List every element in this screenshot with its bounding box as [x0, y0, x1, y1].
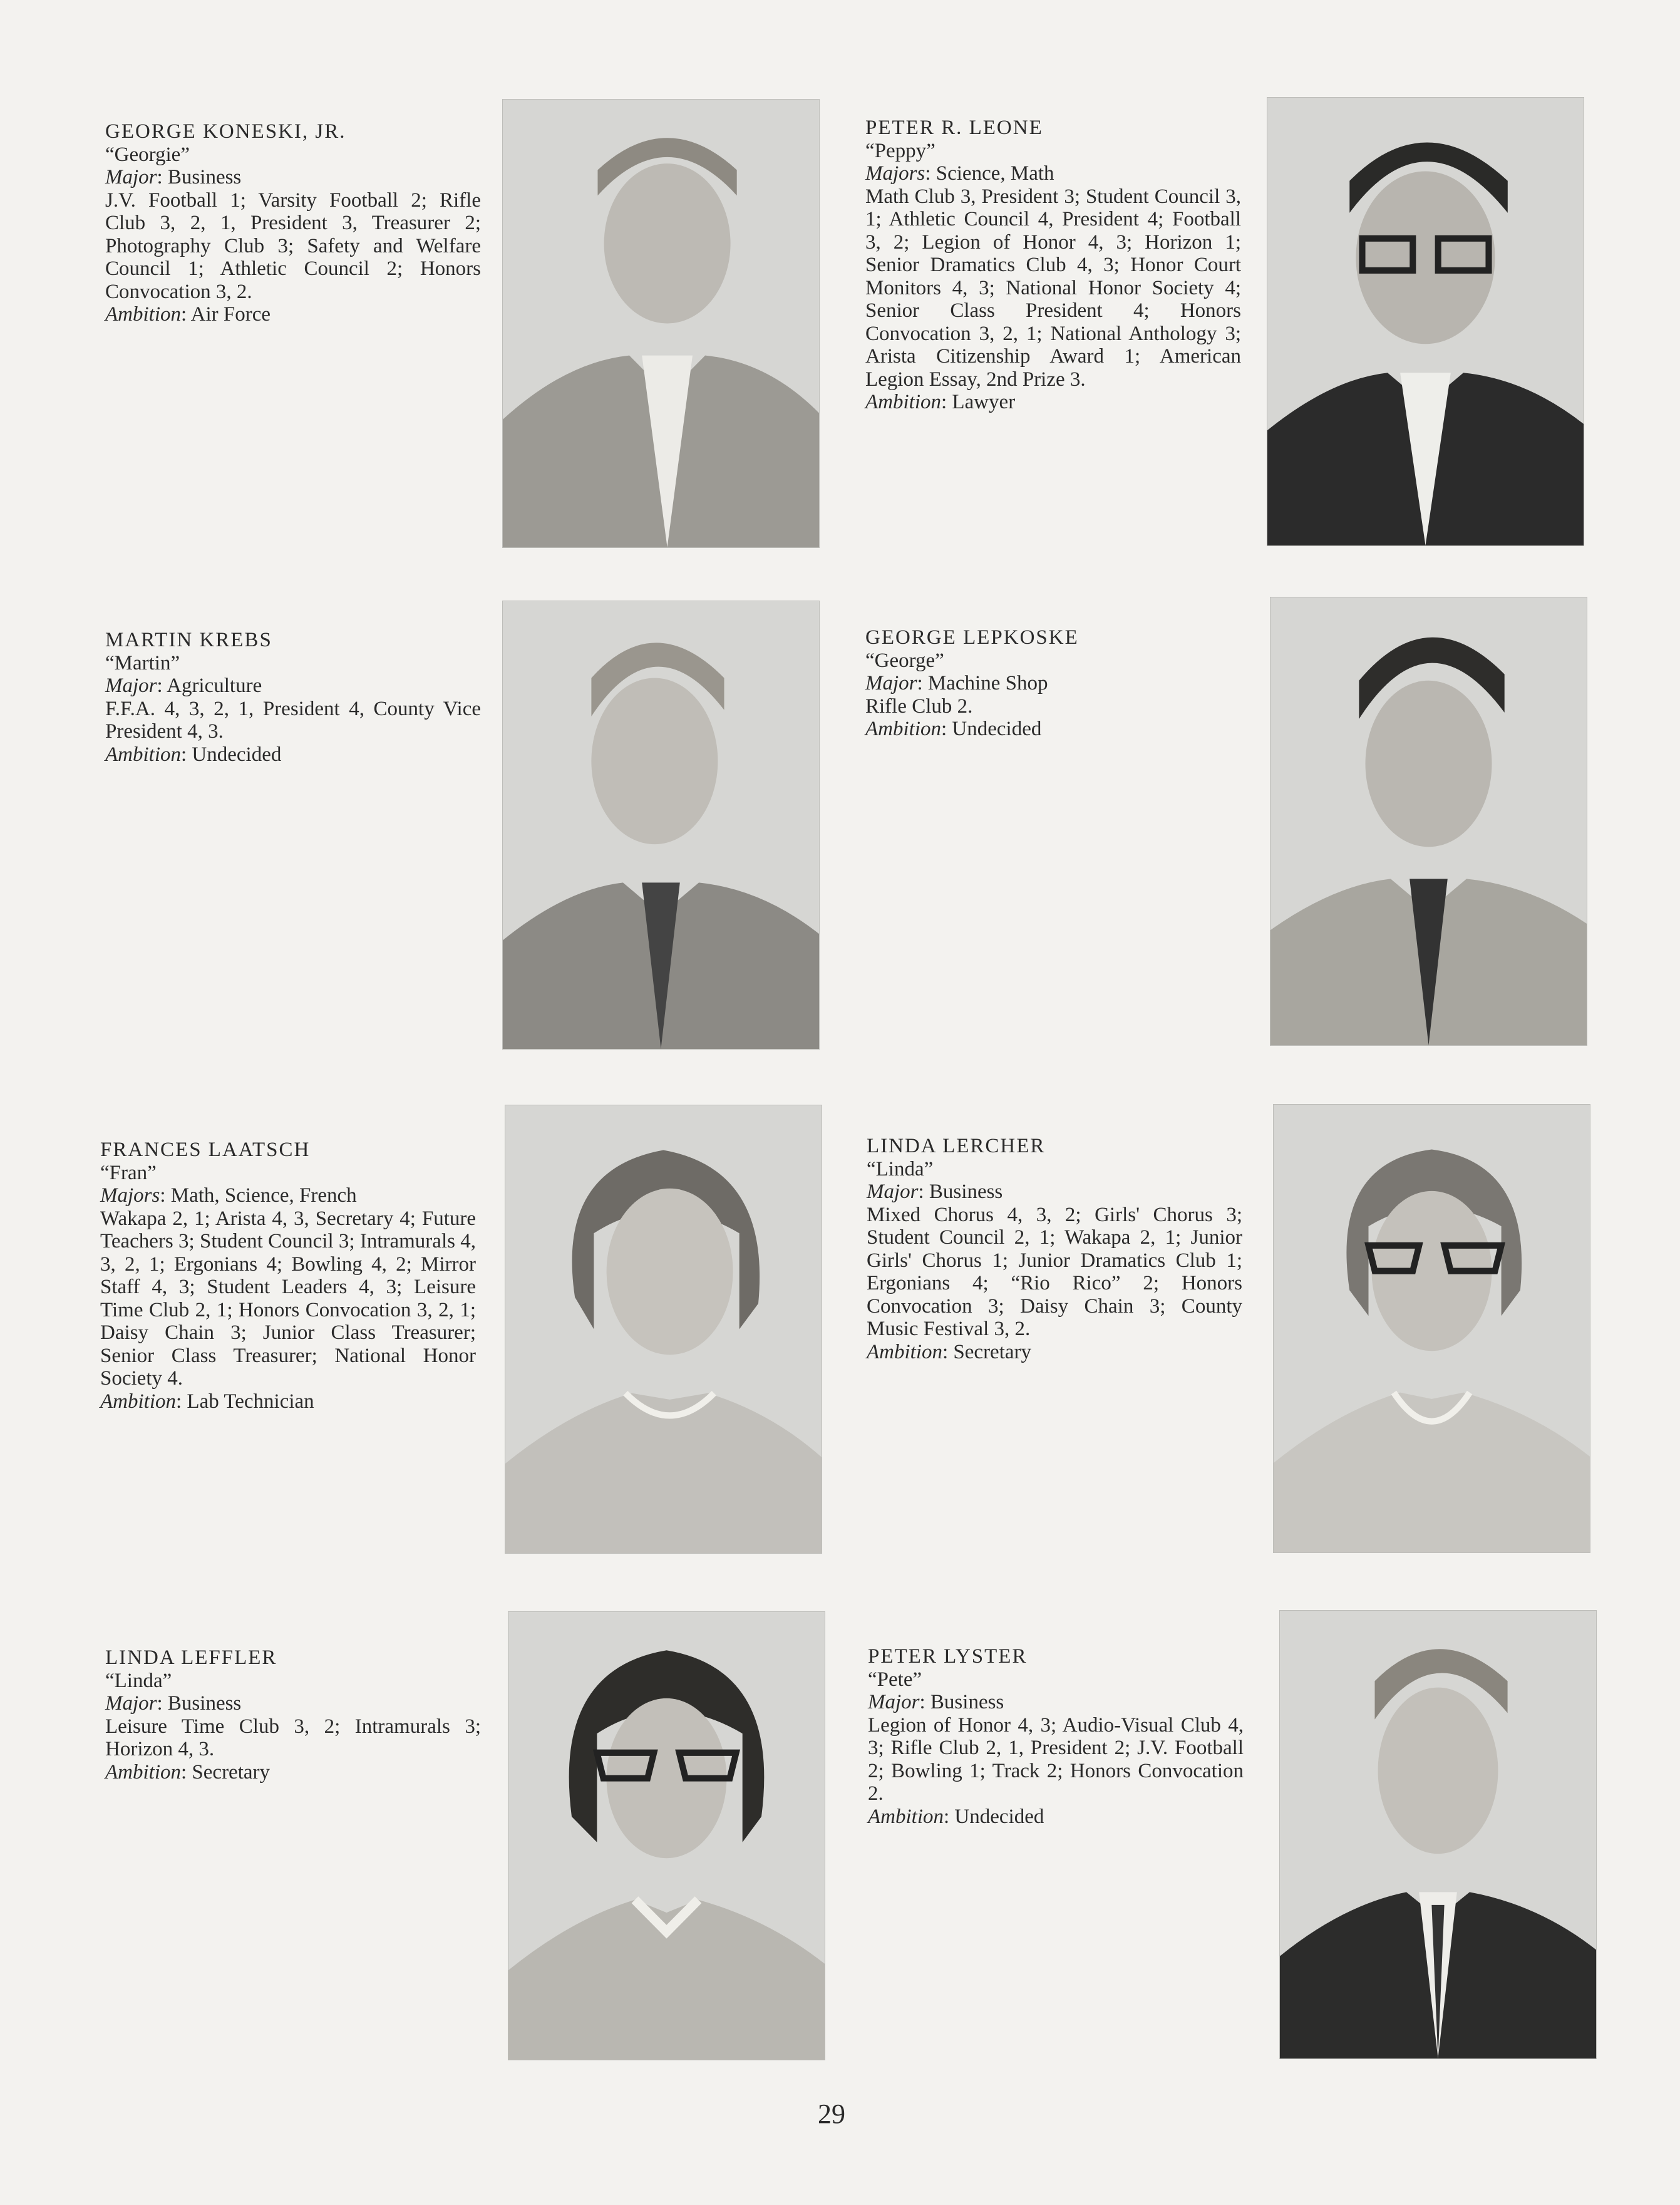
student-ambition: Ambition: Air Force [105, 303, 271, 326]
student-nickname: “Peppy” [865, 139, 935, 162]
student-entry-koneski [105, 120, 481, 326]
student-activities: Leisure Time Club 3, 2; Intramurals 3; Horizon 4, 3. [105, 1715, 481, 1760]
student-name: PETER R. LEONE [865, 116, 1043, 139]
student-major: Major: Business [867, 1180, 1003, 1203]
student-activities: Rifle Club 2. [865, 695, 973, 718]
student-ambition: Ambition: Secretary [105, 1760, 271, 1784]
student-major: Majors: Science, Math [865, 162, 1054, 185]
student-entry-lepkoske [865, 626, 1241, 741]
student-name: GEORGE LEPKOSKE [865, 626, 1079, 649]
student-nickname: “Linda” [867, 1157, 934, 1180]
page-number: 29 [818, 2099, 845, 2129]
student-ambition: Ambition: Undecided [868, 1805, 1044, 1828]
student-nickname: “Pete” [868, 1668, 922, 1691]
student-photo [502, 601, 820, 1050]
student-entry-krebs [105, 629, 481, 766]
student-name: GEORGE KONESKI, JR. [105, 120, 346, 143]
student-entry-leffler [105, 1646, 481, 1784]
student-major: Major: Machine Shop [865, 672, 1048, 695]
student-nickname: “George” [865, 649, 944, 672]
student-activities: J.V. Football 1; Varsity Football 2; Rifle Club 3, 2, 1, President 3, Treasurer 2; Photography Club 3; Safety and Welfare Council 1; Athletic Council 2; Honors Convocation 3, 2. [105, 188, 481, 303]
student-ambition: Ambition: Lab Technician [100, 1390, 314, 1413]
student-major: Major: Agriculture [105, 674, 262, 697]
student-activities: Legion of Honor 4, 3; Audio-Visual Club 4, 3; Rifle Club 2, 1, President 2; J.V. Football 2; Bowling 1; Track 2; Honors Convocation 2. [868, 1713, 1244, 1805]
student-photo [505, 1105, 822, 1554]
student-name: PETER LYSTER [868, 1645, 1028, 1668]
student-activities: Mixed Chorus 4, 3, 2; Girls' Chorus 3; Student Council 2, 1; Wakapa 2, 1; Junior Girls' Chorus 1; Junior Dramatics Club 1; Ergonians 4; “Rio Rico” 2; Honors Convocation 3; Daisy Chain 3; County Music Festival 3, 2. [867, 1203, 1242, 1340]
student-activities: F.F.A. 4, 3, 2, 1, President 4, County Vice President 4, 3. [105, 697, 481, 743]
student-entry-laatsch [100, 1139, 476, 1413]
student-photo [1267, 97, 1584, 546]
student-ambition: Ambition: Secretary [867, 1340, 1032, 1363]
student-major: Major: Business [105, 166, 242, 188]
student-activities: Math Club 3, President 3; Student Council 3, 1; Athletic Council 4, President 4; Football 3, 2; Legion of Honor 4, 3; Horizon 1; Senior Dramatics Club 4, 3; Honor Court Monitors 4, 3; National Honor Society 4; Senior Class President 4; Honors Convocation 3, 2, 1; National Anthology 3; Arista Citizenship Award 1; American Legion Essay, 2nd Prize 3. [865, 185, 1241, 391]
student-photo [1279, 1610, 1597, 2059]
student-entry-lyster [868, 1645, 1244, 1828]
student-name: LINDA LERCHER [867, 1135, 1046, 1157]
student-name: FRANCES LAATSCH [100, 1139, 311, 1161]
student-photo [502, 99, 820, 548]
student-major: Major: Business [868, 1691, 1004, 1713]
student-ambition: Ambition: Undecided [105, 743, 282, 766]
student-photo [1270, 597, 1587, 1046]
student-nickname: “Georgie” [105, 143, 190, 166]
student-entry-lercher [867, 1135, 1242, 1363]
student-nickname: “Fran” [100, 1161, 157, 1184]
student-ambition: Ambition: Undecided [865, 718, 1042, 740]
student-entry-leone [865, 116, 1241, 414]
student-nickname: “Linda” [105, 1669, 172, 1692]
student-major: Major: Business [105, 1692, 242, 1715]
student-photo [1273, 1104, 1590, 1553]
student-name: MARTIN KREBS [105, 629, 272, 651]
student-name: LINDA LEFFLER [105, 1646, 277, 1669]
student-ambition: Ambition: Lawyer [865, 391, 1016, 413]
student-nickname: “Martin” [105, 651, 180, 674]
student-photo [508, 1611, 825, 2060]
student-major: Majors: Math, Science, French [100, 1184, 357, 1207]
student-activities: Wakapa 2, 1; Arista 4, 3, Secretary 4; Future Teachers 3; Student Council 3; Intramurals 4, 3, 2, 1; Ergonians 4; Bowling 4, 2; Mirror Staff 4, 3; Student Leaders 4, 3; Leisure Time Club 2, 1; Honors Convocation 3, 2, 1; Daisy Chain 3; Junior Class Treasurer; Senior Class Treasurer; National Honor Society 4. [100, 1207, 476, 1390]
